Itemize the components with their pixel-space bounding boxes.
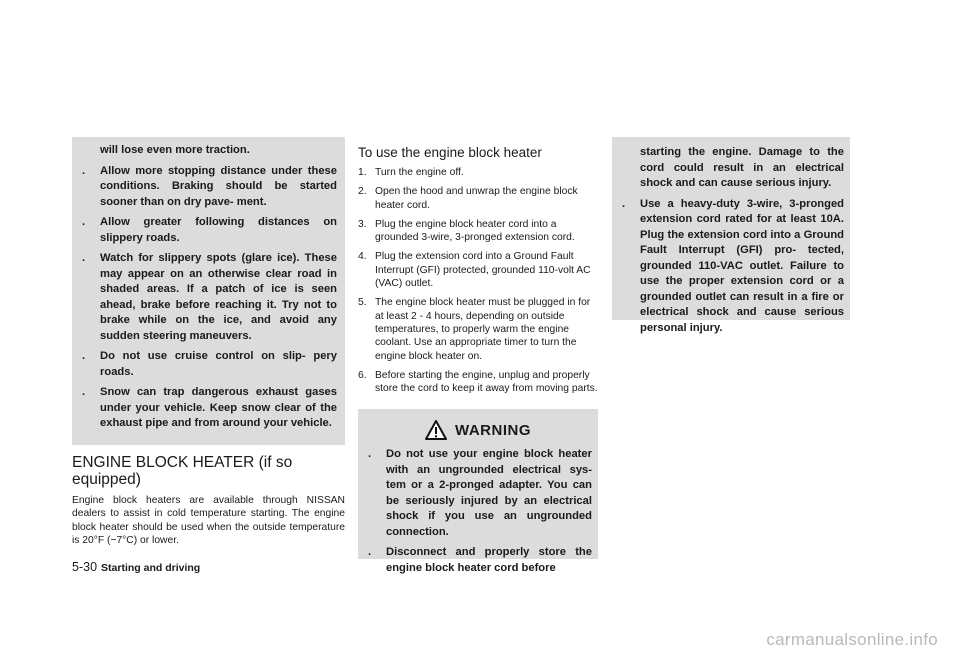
bullet-dot: . [82,386,86,398]
engine-block-heater-section [72,454,345,547]
page-number: 5-30 [72,560,98,574]
step-number: 4. [358,251,367,263]
left-bullet-text: Watch for slippery spots (glare ice). These may appear on an otherwise clear road in shaded areas. If a patch of ice is seen ahead, brake before reaching it. Try not to brake while on the ice, and avoid any sudden steering maneuvers. [100,252,337,342]
step-number: 2. [358,186,367,198]
section-name: Starting and driving [101,562,201,574]
warning-triangle-icon [425,420,447,440]
warning-bullet [358,447,592,540]
left-bullet [72,215,337,246]
bullet-dot: . [82,350,86,362]
step-item [358,369,598,396]
warning-title: WARNING [455,421,531,439]
step-text: Before starting the engine, unplug and properly store the cord to keep it away from moving parts. [375,369,598,395]
step-item [358,296,598,362]
bullet-dot: . [82,252,86,264]
subsection-heading: To use the engine block heater [358,145,542,160]
step-text: Plug the engine block heater cord into a grounded 3-wire, 3-pronged extension cord. [375,218,575,244]
step-item [358,166,598,179]
left-continued-text: will lose even more traction. [100,144,250,156]
section-heading: ENGINE BLOCK HEATER (if so equipped) [72,454,293,488]
warning-bullet-text: Disconnect and properly store the engine block heater cord before [386,546,592,574]
step-text: The engine block heater must be plugged in for at least 2 - 4 hours, depending on outside temperatures, to properly warm the engine coolant. Use an appropriate timer to turn the engine block heater on. [375,297,591,362]
step-number: 5. [358,297,367,309]
page-footer [72,560,200,574]
instructions-column [358,145,598,401]
step-item [358,218,598,245]
left-warning-content [72,143,337,437]
bullet-dot: . [82,216,86,228]
left-bullet [72,349,337,380]
left-bullet-text: Do not use cruise control on slip- pery roads. [100,350,337,378]
step-item [358,185,598,212]
bullet-dot: . [368,448,372,460]
warning-bullet [358,545,592,576]
right-continued-text: starting the engine. Damage to the cord could result in an electrical shock and can cause serious injury. [640,146,844,189]
step-text: Turn the engine off. [375,167,464,178]
left-bullet [72,164,337,211]
left-bullet-text: Snow can trap dangerous exhaust gases under your vehicle. Keep snow clear of the exhaust pipe and from around your vehicle. [100,386,337,429]
step-item [358,250,598,290]
step-text: Open the hood and unwrap the engine block heater cord. [375,186,578,211]
warning-bullet-text: Do not use your engine block heater with an ungrounded electrical sys- tem or a 2-pronged adapter. You can be seriously injured by an electrical shock if you use an ungrounded connection. [386,448,592,538]
section-paragraph: Engine block heaters are available through NISSAN dealers to assist in cold temperature starting. The engine block heater should be used when the outside temperature is 20°F (−7°C) or lower. [72,495,345,546]
step-number: 1. [358,167,367,178]
step-number: 6. [358,369,367,381]
left-bullet-text: Allow greater following distances on slippery roads. [100,216,337,244]
left-bullet-text: Allow more stopping distance under these conditions. Braking should be started sooner than on dry pave- ment. [100,164,337,208]
right-bullet-text: Use a heavy-duty 3-wire, 3-pronged extension cord rated for at least 10A. Plug the extension cord into a Ground Fault Interrupt (GFI) pro- tected, grounded 110-VAC outlet. Failure to use the proper extension cord or a grounded outlet can result in a fire or electrical shock and cause serious personal injury. [640,197,844,334]
bullet-dot: . [622,197,626,210]
right-bullet [612,197,844,337]
bullet-dot: . [368,546,372,558]
watermark: carmanualsonline.info [766,630,938,649]
step-number: 3. [358,218,367,230]
left-bullet [72,385,337,432]
step-text: Plug the extension cord into a Ground Fault Interrupt (GFI) protected, grounded 110-volt AC (VAC) outlet. [375,251,591,290]
warning-header [358,413,598,447]
warning-bullets [358,447,592,576]
left-bullet [72,251,337,344]
bullet-dot: . [82,164,86,177]
right-warning-content [612,145,844,341]
warning-box [358,409,598,574]
